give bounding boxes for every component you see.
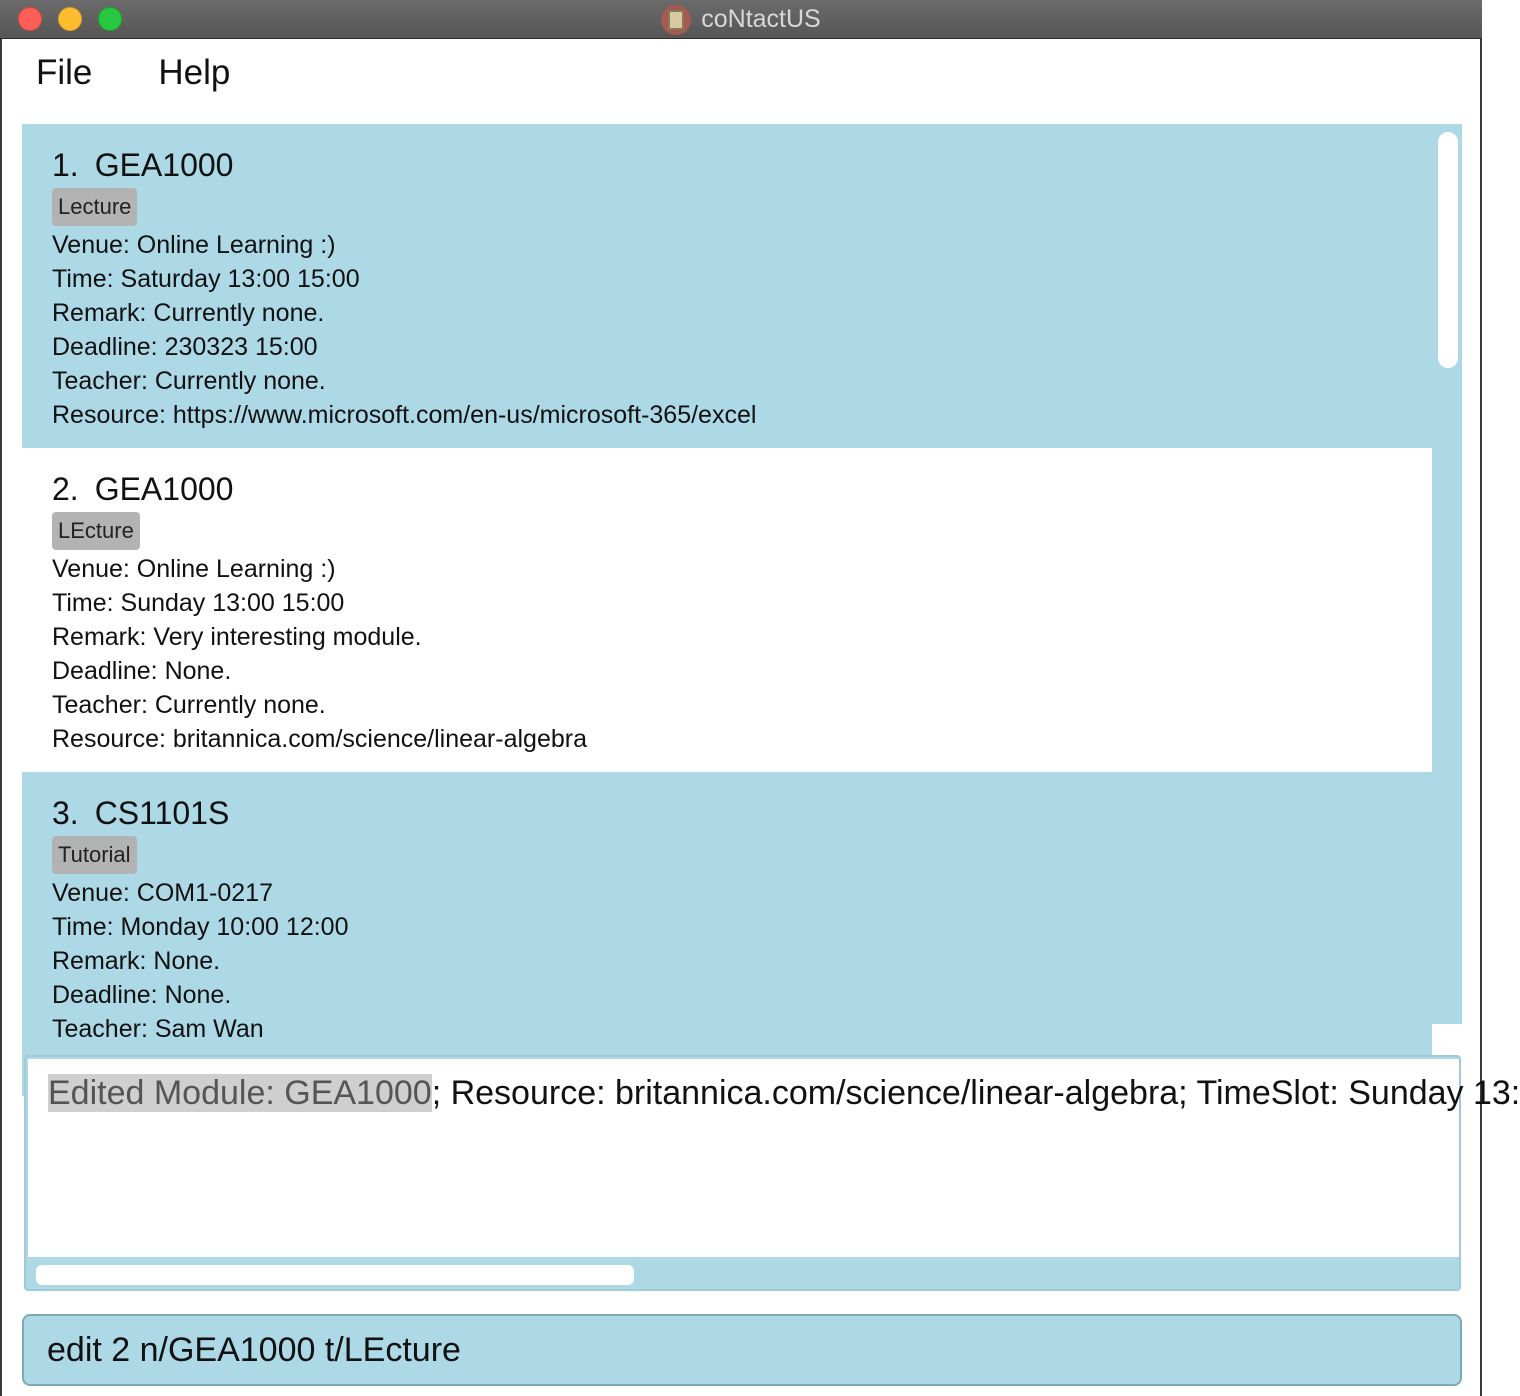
module-remark: Remark: Currently none. (52, 299, 325, 327)
module-index: 2. (52, 471, 79, 507)
menu-bar (22, 48, 244, 98)
horizontal-scroll-thumb[interactable] (36, 1265, 634, 1285)
result-text (48, 1073, 1520, 1113)
module-remark: Remark: Very interesting module. (52, 623, 422, 651)
module-venue: Venue: Online Learning :) (52, 231, 336, 259)
module-teacher: Teacher: Sam Wan (52, 1015, 264, 1043)
module-tag: LEcture (52, 512, 140, 550)
module-list[interactable] (22, 124, 1462, 1043)
result-display (24, 1055, 1520, 1291)
module-title (52, 468, 1432, 510)
module-resource: Resource: britannica.com/science/linear-algebra (52, 725, 587, 753)
module-time: Time: Saturday 13:00 15:00 (52, 265, 360, 293)
module-remark: Remark: None. (52, 947, 221, 975)
menu-file[interactable]: File (36, 53, 93, 92)
notebook-icon (668, 10, 684, 30)
app-icon (661, 5, 691, 35)
module-time: Time: Sunday 13:00 15:00 (52, 589, 345, 617)
title-bar (0, 0, 1482, 39)
module-tag: Lecture (52, 188, 137, 226)
module-teacher: Teacher: Currently none. (52, 367, 326, 395)
module-resource: Resource: https://www.microsoft.com/en-us/microsoft-365/excel (52, 401, 757, 429)
module-teacher: Teacher: Currently none. (52, 691, 326, 719)
module-index: 3. (52, 795, 79, 831)
module-code: GEA1000 (94, 471, 234, 507)
module-card[interactable] (22, 772, 1432, 1096)
module-venue: Venue: Online Learning :) (52, 555, 336, 583)
module-time: Time: Monday 10:00 12:00 (52, 913, 349, 941)
module-deadline: Deadline: None. (52, 981, 232, 1009)
module-card[interactable] (22, 448, 1432, 772)
module-deadline: Deadline: None. (52, 657, 232, 685)
module-title (52, 792, 1432, 834)
module-card[interactable] (22, 124, 1432, 448)
module-tag: Tutorial (52, 836, 137, 874)
command-input[interactable]: edit 2 n/GEA1000 t/LEcture (47, 1331, 461, 1369)
module-code: CS1101S (94, 795, 230, 831)
window-title: coNtactUS (701, 5, 821, 33)
menu-help[interactable]: Help (158, 53, 231, 92)
command-box[interactable] (22, 1314, 1462, 1386)
module-venue: Venue: COM1-0217 (52, 879, 273, 907)
window-title-group (0, 0, 1482, 39)
result-rest-text: ; Resource: britannica.com/science/linear-algebra; TimeSlot: Sunday 13: (431, 1074, 1520, 1112)
module-deadline: Deadline: 230323 15:00 (52, 333, 318, 361)
vertical-scrollbar[interactable] (1432, 124, 1462, 1024)
vertical-scroll-thumb[interactable] (1438, 132, 1458, 368)
module-index: 1. (52, 147, 79, 183)
result-selected-text: Edited Module: GEA1000 (48, 1074, 432, 1112)
module-code: GEA1000 (94, 147, 234, 183)
result-text-area[interactable] (28, 1059, 1520, 1257)
module-title (52, 144, 1432, 186)
